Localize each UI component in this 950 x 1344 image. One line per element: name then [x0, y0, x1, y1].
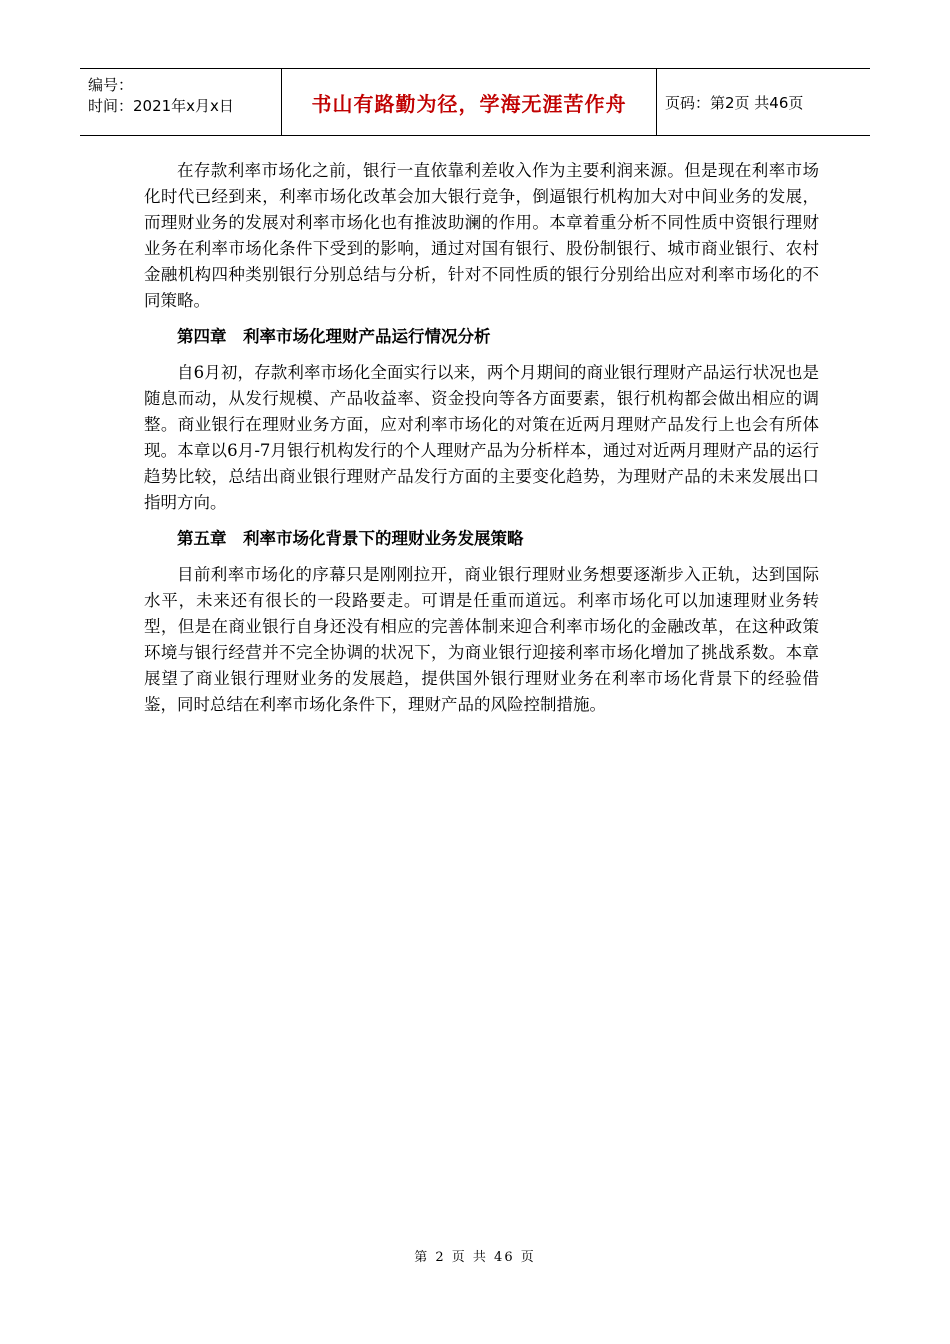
time-label: 时间：2021年x月x日 — [88, 97, 234, 115]
code-label: 编号： — [88, 76, 134, 94]
page-header — [80, 68, 870, 136]
paragraph-intro: 在存款利率市场化之前，银行一直依靠利差收入作为主要利润来源。但是现在利率市场化时代已经到来，利率市场化改革会加大银行竞争，倒逼银行机构加大对中间业务的发展，而理财业务的发展对利率市场化也有推波助澜的作用。本章着重分析不同性质中资银行理财业务在利率市场化条件下受到的影响，通过对国有银行、股份制银行、城市商业银行、农村金融机构四种类别银行分别总结与分析，针对不同性质的银行分别给出应对利率市场化的不同策略。 — [144, 161, 819, 310]
paragraph-chapter-4: 自6月初，存款利率市场化全面实行以来，两个月期间的商业银行理财产品运行状况也是随息而动，从发行规模、产品收益率、资金投向等各方面要素，银行机构都会做出相应的调整。商业银行在理财业务方面，应对利率市场化的对策在近两月理财产品发行上也会有所体现。本章以6月-7月银行机构发行的个人理财产品为分析样本，通过对近两月理财产品的运行趋势比较，总结出商业银行理财产品发行方面的主要变化趋势，为理财产品的未来发展出口指明方向。 — [144, 363, 819, 512]
header-meta — [80, 69, 282, 135]
document-body — [144, 158, 819, 718]
header-motto: 书山有路勤为径，学海无涯苦作舟 — [282, 69, 657, 135]
chapter-4-heading: 第四章 利率市场化理财产品运行情况分析 — [177, 327, 491, 346]
paragraph-chapter-5: 目前利率市场化的序幕只是刚刚拉开，商业银行理财业务想要逐渐步入正轨，达到国际水平，未来还有很长的一段路要走。可谓是任重而道远。利率市场化可以加速理财业务转型，但是在商业银行自身还没有相应的完善体制来迎合利率市场化的金融改革，在这种政策环境与银行经营并不完全协调的状况下，为商业银行迎接利率市场化增加了挑战系数。本章展望了商业银行理财业务的发展趋，提供国外银行理财业务在利率市场化背景下的经验借鉴，同时总结在利率市场化条件下，理财产品的风险控制措施。 — [144, 565, 819, 714]
chapter-5-heading: 第五章 利率市场化背景下的理财业务发展策略 — [177, 529, 524, 548]
header-page-info: 页码：第2页 共46页 — [665, 93, 804, 112]
page-footer: 第 2 页 共 46 页 — [414, 1250, 536, 1265]
